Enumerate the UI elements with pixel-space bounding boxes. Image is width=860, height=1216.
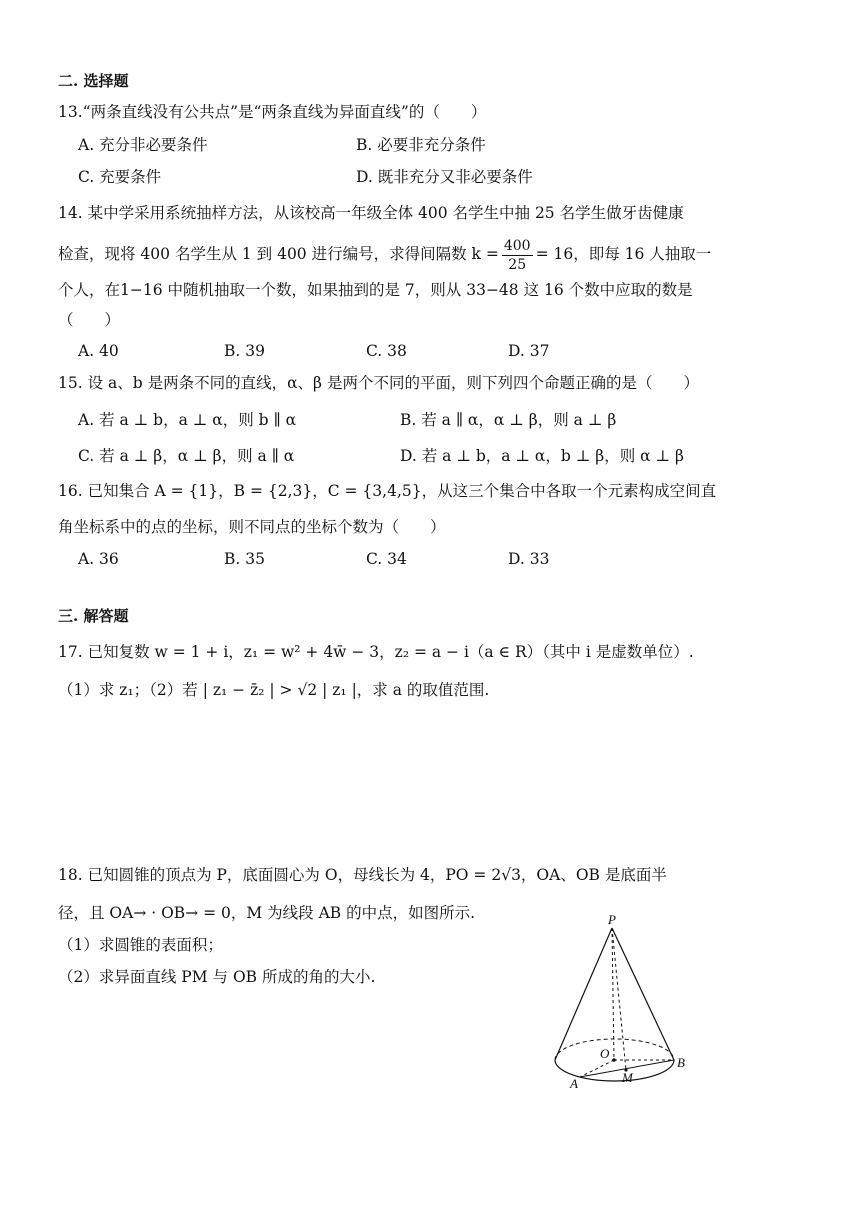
label-o: O — [600, 1046, 610, 1061]
q17-line-1: 17. 已知复数 w = 1 + i，z₁ = w² + 4w̄ − 3，z₂ = a − i（a ∈ R）（其中 i 是虚数单位）. — [58, 643, 694, 661]
q16-option-c: C. 34 — [366, 550, 407, 568]
point-o — [612, 1058, 616, 1062]
q13-option-a: A. 充分非必要条件 — [78, 136, 208, 154]
q14-line-2-post: = 16，即每 16 人抽取一 — [535, 245, 712, 263]
q16-line-1: 16. 已知集合 A = {1}，B = {2,3}，C = {3,4,5}，从这三个集合中各取一个元素构成空间直 — [58, 482, 717, 500]
label-b: B — [677, 1055, 685, 1070]
q15-stem: 15. 设 a、b 是两条不同的直线，α、β 是两个不同的平面，则下列四个命题正确的是（ ） — [58, 374, 699, 392]
fraction-numerator: 400 — [503, 237, 531, 254]
q16-line-2: 角坐标系中的点的坐标，则不同点的坐标个数为（ ） — [58, 518, 446, 536]
q14-line-2-pre: 检查，现将 400 名学生从 1 到 400 进行编号，求得间隔数 k = — [58, 245, 499, 263]
cone-right-slant — [612, 928, 674, 1060]
q14-line-4: （ ） — [58, 311, 121, 329]
section-2-title: 二. 选择题 — [58, 72, 129, 90]
q15-option-d: D. 若 a ⊥ b，a ⊥ α，b ⊥ β，则 α ⊥ β — [400, 447, 684, 465]
q14-line-2 — [58, 232, 711, 276]
q14-option-b: B. 39 — [224, 342, 265, 360]
q16-option-a: A. 36 — [78, 550, 119, 568]
label-a: A — [570, 1076, 578, 1090]
q16-option-b: B. 35 — [224, 550, 265, 568]
q13-option-b: B. 必要非充分条件 — [356, 136, 486, 154]
q13-option-c: C. 充要条件 — [78, 168, 162, 186]
q15-option-b: B. 若 a ∥ α，α ⊥ β，则 a ⊥ β — [400, 411, 617, 429]
q18-line-2: 径，且 OA→ · OB→ = 0，M 为线段 AB 的中点，如图所示. — [58, 904, 476, 922]
cone-figure — [540, 910, 700, 1090]
section-3-title: 三. 解答题 — [58, 607, 129, 625]
radius-oa — [580, 1060, 614, 1077]
q18-line-1: 18. 已知圆锥的顶点为 P，底面圆心为 O，母线长为 4，PO = 2√3，OA、OB 是底面半 — [58, 866, 667, 884]
q13-stem: 13.“两条直线没有公共点”是“两条直线为异面直线”的（ ） — [58, 103, 487, 121]
q17-line-2: （1）求 z₁；（2）若 | z₁ − z̄₂ | > √2 | z₁ |，求 a 的取值范围. — [58, 681, 490, 699]
q18-line-3: （1）求圆锥的表面积； — [58, 936, 223, 954]
q14-option-d: D. 37 — [508, 342, 550, 360]
fraction-denominator: 25 — [508, 256, 527, 273]
q16-option-d: D. 33 — [508, 550, 550, 568]
q18-line-4: （2）求异面直线 PM 与 OB 所成的角的大小. — [58, 968, 376, 986]
q14-option-a: A. 40 — [78, 342, 119, 360]
interval-fraction — [502, 237, 533, 274]
q14-line-3: 个人，在1−16 中随机抽取一个数，如果抽到的是 7，则从 33−48 这 16 个数中应取的数是 — [58, 281, 693, 299]
base-back-arc — [555, 1039, 674, 1060]
q14-option-c: C. 38 — [366, 342, 407, 360]
q14-line-1: 14. 某中学采用系统抽样方法，从该校高一年级全体 400 名学生中抽 25 名学生做牙齿健康 — [58, 204, 684, 222]
cone-left-slant — [555, 928, 612, 1060]
label-p: P — [608, 912, 616, 927]
q13-option-d: D. 既非充分又非必要条件 — [356, 168, 533, 186]
label-m: M — [622, 1070, 633, 1085]
q15-option-a: A. 若 a ⊥ b，a ⊥ α，则 b ∥ α — [78, 411, 297, 429]
q15-option-c: C. 若 a ⊥ β，α ⊥ β，则 a ∥ α — [78, 447, 295, 465]
